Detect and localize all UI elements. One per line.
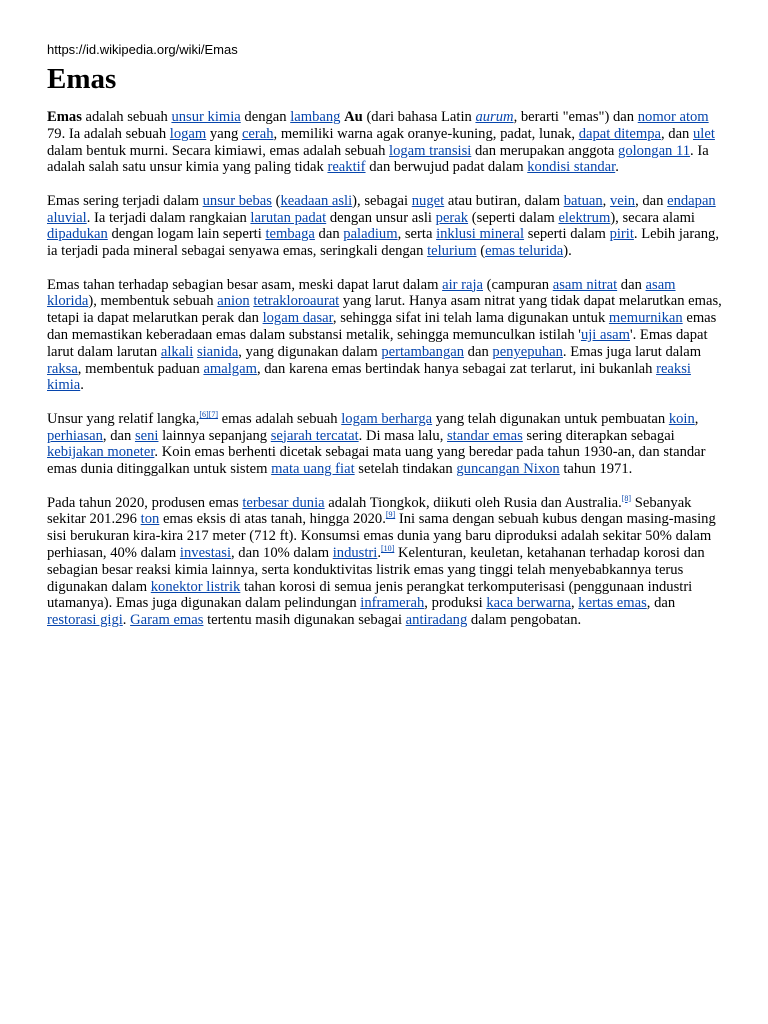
text-run: , [694,410,699,427]
paragraph-4 [47,411,723,478]
text-run: ), membentuk sebuah [88,293,218,310]
text-run: ). [563,243,572,260]
text-run: Unsur yang relatif langka, [47,410,200,427]
text-run: yang telah digunakan untuk pembuatan [432,410,669,427]
text-run: Ini sama dengan sebuah kubus dengan masing-masing sisi berukuran kira-kira 217 meter (712 ft). Konsumsi emas dunia yang baru diproduksi adalah sekitar 50% dalam perhiasan, 40% dalam [47,511,716,561]
text-run: tertentu masih digunakan sebagai [203,612,406,629]
text-run: Emas tahan terhadap sebagian besar asam, meski dapat larut dalam [47,276,443,293]
text-run: ), sebagai [352,192,412,209]
wiki-link[interactable]: telurium [427,243,477,260]
wiki-link[interactable]: investasi [179,544,231,561]
wiki-link[interactable]: cerah [241,125,274,142]
article-page [47,42,723,645]
text-run: (campuran [483,276,553,293]
wiki-link[interactable]: golongan 11 [618,142,691,159]
text-run: (dari bahasa Latin [362,109,476,125]
citation [209,410,218,419]
text-run: , dan 10% dalam [231,544,333,561]
text-run: , produksi [424,595,487,612]
wiki-link[interactable]: reaksi kimia [47,360,691,394]
text-run: lainnya sepanjang [158,427,271,444]
wiki-link[interactable]: larutan padat [250,209,327,226]
citation [386,510,395,519]
paragraph-3 [47,277,723,395]
wiki-link[interactable]: penyepuhan [492,343,563,360]
wiki-link[interactable]: endapan aluvial [47,192,716,226]
text-run: (seperti dalam [468,209,559,226]
bold-term: Emas [47,109,82,125]
text-run: . Koin emas berhenti dicetak sebagai mata uang yang beredar pada tahun 1930-an, dan standar emas dunia ditinggalkan untuk sistem [47,444,706,478]
wiki-link[interactable]: emas telurida [485,243,564,260]
text-run: , dan karena emas bertindak hanya sebagai zat terlarut, ini bukanlah [256,360,657,377]
article-body [47,109,723,629]
text-run: '. Emas dapat larut dalam larutan [47,326,708,360]
text-run: dengan logam lain seperti [107,226,266,243]
wiki-link[interactable]: perhiasan [47,427,103,444]
wiki-link[interactable]: sejarah tercatat [270,427,359,444]
wiki-link[interactable]: ulet [693,125,715,142]
wiki-link[interactable]: raksa [47,360,78,377]
text-run: , yang digunakan dalam [238,343,382,360]
wiki-link[interactable]: kaca berwarna [486,595,571,612]
page-url: https://id.wikipedia.org/wiki/Emas [47,42,238,57]
wiki-link[interactable]: pertambangan [381,343,465,360]
wiki-link[interactable]: reaktif [327,159,366,176]
wiki-link[interactable]: aurum [475,109,514,125]
wiki-link[interactable]: koin [668,410,695,427]
text-run: , sehingga sifat ini telah lama digunakan untuk [332,310,609,327]
wiki-link[interactable]: batuan [563,192,603,209]
wiki-link[interactable]: logam [169,125,207,142]
wiki-link[interactable]: guncangan Nixon [456,461,560,478]
text-run: . [80,377,84,394]
wiki-link[interactable]: dapat ditempa [578,125,661,142]
wiki-link[interactable]: amalgam [203,360,257,377]
wiki-link[interactable]: dipadukan [47,226,108,243]
wiki-link[interactable]: kertas emas [578,595,647,612]
text-run: . Ia terjadi dalam rangkaian [86,209,251,226]
text-run: . [615,159,619,176]
wiki-link[interactable]: pirit [609,226,634,243]
wiki-link[interactable]: inframerah [360,595,425,612]
text-run: Kelenturan, keuletan, ketahanan terhadap korosi dan sebagian besar reaksi kimia lainnya, serta konduktivitas listrik emas yang tinggi telah menyebabkannya terus digunakan dalam [47,544,705,595]
wiki-link[interactable]: alkali [160,343,194,360]
wiki-link[interactable]: asam klorida [47,276,676,310]
wiki-link[interactable]: mata uang fiat [271,461,355,478]
wiki-link[interactable]: air raja [442,276,484,293]
wiki-link[interactable]: terbesar dunia [242,494,325,511]
text-run: dan [314,226,344,243]
text-run: dalam bentuk murni. Secara kimiawi, emas adalah sebuah [47,142,390,159]
paragraph-2 [47,193,723,260]
wiki-link[interactable]: nomor atom [637,109,709,125]
text-run: sering diterapkan sebagai [522,427,675,444]
wiki-link[interactable]: logam transisi [389,142,472,159]
text-run: . Emas juga larut dalam [562,343,702,360]
text-run: dengan unsur asli [326,209,436,226]
text-run: , berarti "emas") dan [513,109,638,125]
wiki-link[interactable]: seni [134,427,159,444]
reference-link[interactable]: [6] [199,409,209,419]
text-run: dan merupakan anggota [471,142,619,159]
wiki-link[interactable]: tetrakloroaurat [253,293,340,310]
wiki-link[interactable]: restorasi gigi [47,612,123,629]
paragraph-5 [47,495,723,629]
text-run: , dan [660,125,693,142]
text-run: Sebanyak sekitar 201.296 [47,494,692,528]
text-run: . Di masa lalu, [358,427,447,444]
text-run: yang larut. Hanya asam nitrat yang tidak dapat melarutkan emas, tetapi ia dapat melarutkan perak dan [47,293,722,327]
wiki-link[interactable]: vein [609,192,636,209]
text-run: , membentuk paduan [77,360,204,377]
wiki-link[interactable]: logam dasar [262,310,333,327]
text-run: atau butiran, dalam [444,192,564,209]
text-run: , serta [397,226,437,243]
reference-link[interactable]: [7] [208,409,219,419]
wiki-link[interactable]: anion [217,293,250,310]
italic-term [475,109,513,125]
citation [622,494,631,503]
text-run: . [122,612,131,629]
wiki-link[interactable]: perak [435,209,469,226]
text-run: dengan [240,109,291,125]
text-run: , dan [646,595,676,612]
text-run: seperti dalam [524,226,610,243]
text-run: dan [464,343,493,360]
wiki-link[interactable]: sianida [196,343,239,360]
text-run: , [571,595,579,612]
text-run: ), secara alami [610,209,695,226]
wiki-link[interactable]: Garam emas [130,612,204,629]
text-run: ( [476,243,486,260]
wiki-link[interactable]: unsur kimia [171,109,241,125]
wiki-link[interactable]: industri [332,544,378,561]
wiki-link[interactable]: memurnikan [608,310,683,327]
text-run: , memiliki warna agak oranye-kuning, padat, lunak, [273,125,579,142]
wiki-link[interactable]: lambang [290,109,341,125]
citation [381,544,394,553]
text-run: . Lebih jarang, ia terjadi pada mineral sebagai senyawa emas, seringkali dengan [47,226,719,260]
text-run: tahan korosi di semua jenis perangkat terkomputerisasi (penggunaan industri utamanya). Emas juga digunakan dalam pelindungan [47,578,693,612]
wiki-link[interactable]: inklusi mineral [436,226,525,243]
paragraph-1 [47,109,723,176]
text-run: dan [617,276,646,293]
text-run: , dan [635,192,668,209]
wiki-link[interactable]: ton [140,511,160,528]
text-run: 79. Ia adalah sebuah [47,125,170,142]
wiki-link[interactable]: keadaan asli [280,192,353,209]
wiki-link[interactable]: standar emas [447,427,523,444]
reference-link[interactable]: [9] [385,510,396,520]
wiki-link[interactable]: paladium [343,226,398,243]
text-run: tahun 1971. [559,461,633,478]
wiki-link[interactable]: asam nitrat [552,276,618,293]
text-run: emas adalah sebuah [218,410,342,427]
wiki-link[interactable]: konektor listrik [150,578,241,595]
wiki-link[interactable]: elektrum [558,209,611,226]
text-run: , dan [102,427,135,444]
text-run: emas dan memastikan keberadaan emas dalam substansi metalik, sehingga memunculkan istilah ' [47,310,717,343]
text-run: dan berwujud padat dalam [365,159,528,176]
text-run: ( [271,192,281,209]
text-run: . Ia adalah salah satu unsur kimia yang paling tidak [47,142,709,176]
wiki-link[interactable]: unsur bebas [202,192,272,209]
wiki-link[interactable]: uji asam [580,326,630,343]
text-run: yang [206,125,242,142]
text-run: Pada tahun 2020, produsen emas [47,494,243,511]
article-title: Emas [47,63,117,95]
text-run: , [602,192,610,209]
wiki-link[interactable]: kondisi standar [527,159,616,176]
reference-link[interactable]: [8] [621,493,632,503]
wiki-link[interactable]: nuget [411,192,445,209]
text-run: adalah Tiongkok, diikuti oleh Rusia dan Australia. [324,494,622,511]
reference-link[interactable]: [10] [380,544,395,554]
text-run: adalah sebuah [81,109,172,125]
text-run: emas eksis di atas tanah, hingga 2020. [159,511,386,528]
wiki-link[interactable]: kebijakan moneter [47,444,155,461]
wiki-link[interactable]: logam berharga [341,410,433,427]
text-run: Emas sering terjadi dalam [47,192,203,209]
wiki-link[interactable]: tembaga [265,226,315,243]
text-run: . [377,544,381,561]
wiki-link[interactable]: antiradang [405,612,468,629]
text-run: dalam pengobatan. [467,612,582,629]
citation [199,410,208,419]
bold-term: Au [344,109,363,125]
text-run: setelah tindakan [354,461,457,478]
